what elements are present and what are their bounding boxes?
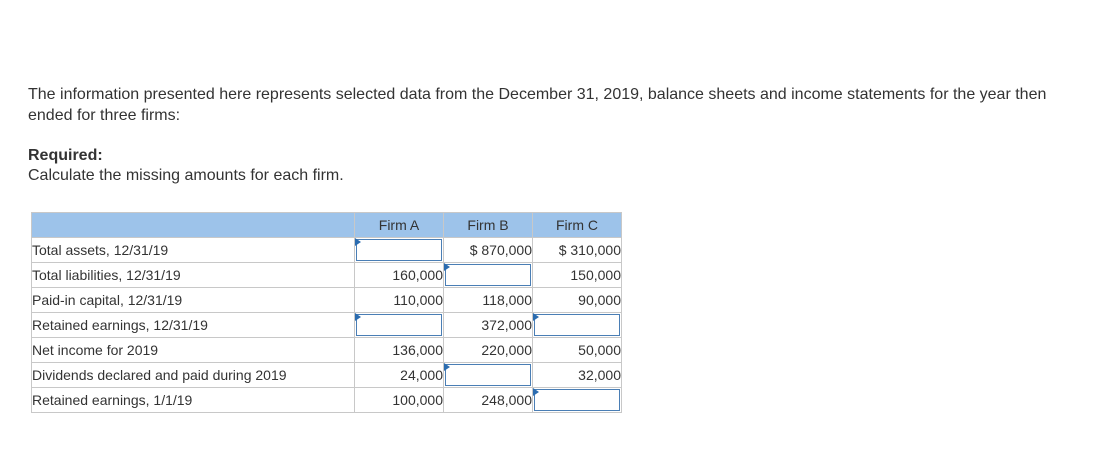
value-firm-b: 118,000 [444, 288, 533, 313]
value-firm-a: 110,000 [355, 288, 444, 313]
answer-input-firm-c-retained-earnings-1-1-19[interactable] [534, 389, 620, 411]
answer-input-firm-b-total-liabilities-12-31-19[interactable] [445, 264, 531, 286]
required-instruction: Calculate the missing amounts for each firm. [28, 167, 344, 184]
row-label-paid-in-capital-12-31-19: Paid-in capital, 12/31/19 [32, 288, 355, 313]
value-firm-a: 136,000 [355, 338, 444, 363]
table-row [32, 338, 622, 363]
value-firm-a: 100,000 [355, 388, 444, 413]
input-marker-icon [355, 238, 361, 246]
header-firm-b: Firm B [444, 213, 533, 238]
input-marker-icon [444, 263, 450, 271]
row-label-retained-earnings-1-1-19: Retained earnings, 1/1/19 [32, 388, 355, 413]
answer-cell-firm-b [444, 363, 533, 388]
value-firm-b: $ 870,000 [444, 238, 533, 263]
row-label-total-assets-12-31-19: Total assets, 12/31/19 [32, 238, 355, 263]
value-firm-c: 32,000 [533, 363, 622, 388]
answer-input-firm-c-retained-earnings-12-31-19[interactable] [534, 314, 620, 336]
row-label-net-income-for-2019: Net income for 2019 [32, 338, 355, 363]
firm-data-table [31, 212, 622, 413]
input-marker-icon [444, 363, 450, 371]
value-firm-a: 160,000 [355, 263, 444, 288]
value-firm-c: 150,000 [533, 263, 622, 288]
required-heading: Required: [28, 147, 103, 164]
header-firm-c: Firm C [533, 213, 622, 238]
value-firm-c: 90,000 [533, 288, 622, 313]
answer-input-firm-b-dividends-declared-and-paid-during-2019[interactable] [445, 364, 531, 386]
row-label-retained-earnings-12-31-19: Retained earnings, 12/31/19 [32, 313, 355, 338]
value-firm-b: 220,000 [444, 338, 533, 363]
input-marker-icon [355, 313, 361, 321]
header-blank [32, 213, 355, 238]
row-label-dividends-declared-and-paid-during-2019: Dividends declared and paid during 2019 [32, 363, 355, 388]
answer-cell-firm-a [355, 238, 444, 263]
header-firm-a: Firm A [355, 213, 444, 238]
input-marker-icon [533, 313, 539, 321]
value-firm-a: 24,000 [355, 363, 444, 388]
answer-cell-firm-a [355, 313, 444, 338]
table-header-row [32, 213, 622, 238]
table-row [32, 313, 622, 338]
table-row [32, 263, 622, 288]
intro-paragraph: The information presented here represents selected data from the December 31, 2019, balance sheets and income statements for the year then ended for three firms: [28, 86, 1047, 124]
value-firm-c: $ 310,000 [533, 238, 622, 263]
value-firm-b: 248,000 [444, 388, 533, 413]
input-marker-icon [533, 388, 539, 396]
value-firm-c: 50,000 [533, 338, 622, 363]
row-label-total-liabilities-12-31-19: Total liabilities, 12/31/19 [32, 263, 355, 288]
table-row [32, 238, 622, 263]
table-row [32, 363, 622, 388]
value-firm-b: 372,000 [444, 313, 533, 338]
answer-cell-firm-b [444, 263, 533, 288]
answer-cell-firm-c [533, 313, 622, 338]
answer-input-firm-a-total-assets-12-31-19[interactable] [356, 239, 442, 261]
table-row [32, 288, 622, 313]
answer-input-firm-a-retained-earnings-12-31-19[interactable] [356, 314, 442, 336]
answer-cell-firm-c [533, 388, 622, 413]
table-row [32, 388, 622, 413]
